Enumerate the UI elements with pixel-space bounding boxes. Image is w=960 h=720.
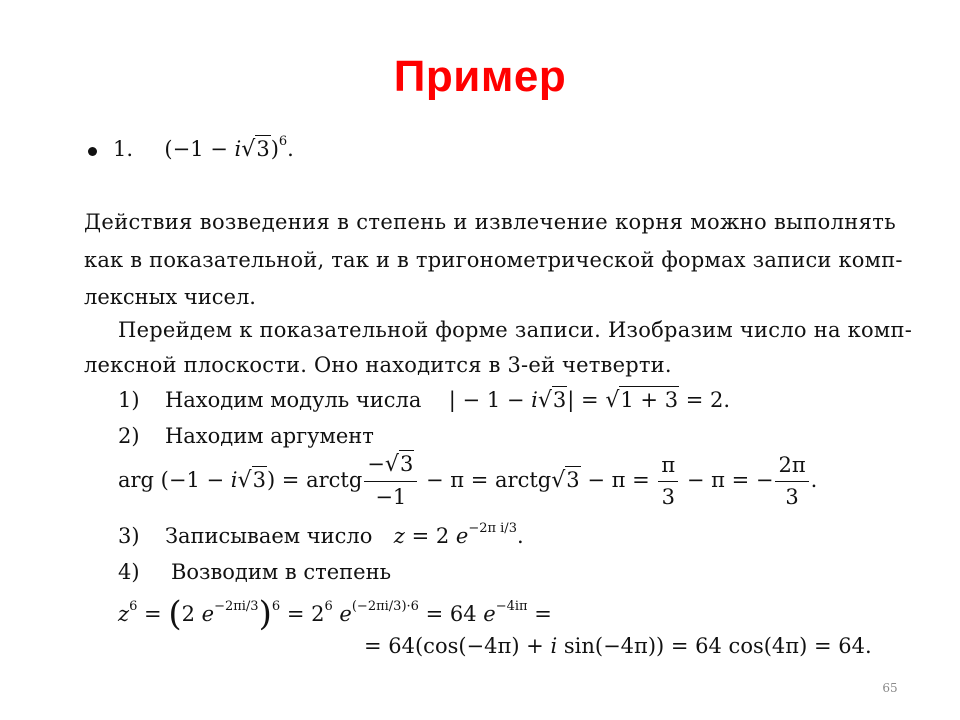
problem-line [113, 134, 294, 162]
step-1-sqrt-b: √1 + 3 [605, 388, 679, 413]
argument-formula: arg (−1 − i√3) = arctg $\frac{-√3}{-1}$ − π = arctg√3 − π = $\frac{\pi}{3}$ − π = − $\frac{2\pi}{3}$ . [118, 452, 818, 510]
step-4-label: 4) [118, 560, 140, 584]
problem-label: 1. [113, 137, 134, 161]
page-number: 65 [882, 681, 898, 695]
intro-line-5: лексной плоскости. Оно находится в 3-ей четверти. [84, 353, 672, 377]
step-1-label: 1) [118, 388, 140, 412]
argument-frac-2: $\frac{\pi}{3}$ [658, 453, 678, 510]
step-4 [118, 562, 391, 583]
final-line: = 64(cos(−4π) + i sin(−4π)) = 64 cos(4π) = 64. [364, 634, 872, 658]
intro-line-2: как в показательной, так и в тригонометрической формах записи комп- [84, 248, 903, 272]
argument-frac-3: $\frac{2\pi}{3}$ [775, 453, 808, 510]
problem-i: i [234, 137, 242, 161]
step-1-sqrt-a: √3 [537, 388, 567, 413]
problem-expr-close: ) [270, 137, 279, 161]
step-2-label: 2) [118, 424, 140, 448]
step-3: 3) Записываем число z = 2 $e^{-2\pi i/3}$. [118, 521, 524, 548]
step-4-text: Возводим в степень [170, 560, 392, 584]
power-formula: $z^6 = (2$ $e^{-2\pi i/3})^6 = 2^6$ $e^{(-2\pi i/3)\cdot 6} = 64$ $e^{-4i\pi}$ = [118, 594, 552, 634]
step-2-text: Находим аргумент [164, 424, 374, 448]
problem-expr-open: (−1 − [164, 137, 235, 161]
step-3-label: 3) [118, 524, 140, 548]
intro-line-4: Перейдем к показательной форме записи. Изобразим число на комп- [118, 318, 913, 342]
slide-title: Пример [393, 52, 567, 101]
problem-exponent: 6 [278, 134, 288, 149]
step-1-text: Находим модуль числа [164, 388, 422, 412]
bullet-icon [88, 147, 97, 156]
problem-expr-end: . [287, 137, 294, 161]
intro-line-1: Действия возведения в степень и извлечение корня можно выполнять [84, 210, 896, 234]
step-3-text: Записываем число [164, 524, 373, 548]
step-2 [118, 426, 374, 447]
problem-sqrt: √3 [241, 137, 270, 162]
argument-frac-1: $\frac{-√3}{-1}$ [364, 452, 417, 511]
step-1: 1) Находим модуль числа | − 1 − i√3| = √1 + 3 = 2. [118, 388, 731, 413]
intro-line-3: лексных чисел. [84, 285, 256, 309]
